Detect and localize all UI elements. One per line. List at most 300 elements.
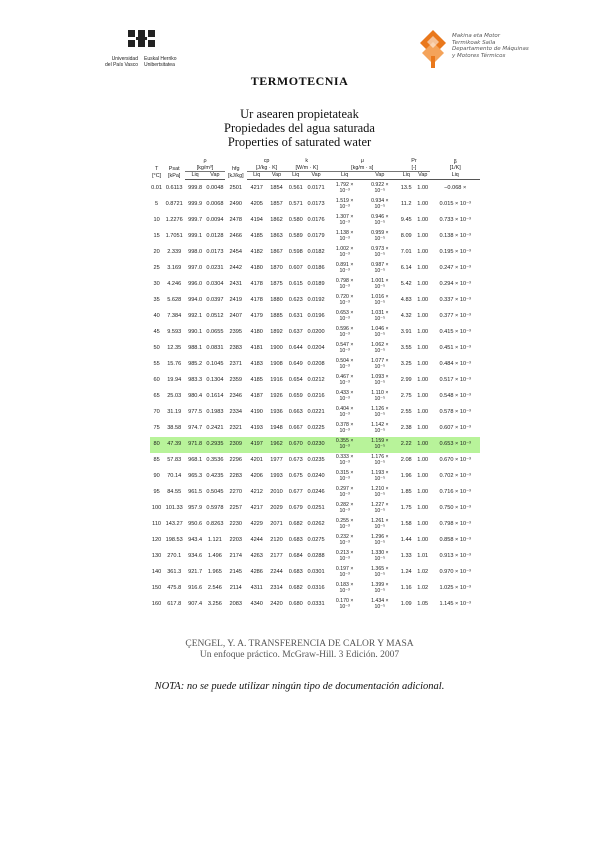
cell-enthalpy: 2395 <box>229 329 242 336</box>
col-enthalpy: hfg [kJ/kg] <box>227 166 244 179</box>
cell-enthalpy: 2230 <box>229 521 242 528</box>
cell-density-vap: 0.0128 <box>206 233 224 240</box>
cell-pressure: 0.8721 <box>165 201 183 208</box>
subcol-vap: Vap <box>362 172 397 180</box>
cell-pr-vap: 1.00 <box>415 437 430 453</box>
cell-beta: 0.484 × 10⁻³ <box>439 361 471 368</box>
cell-k-liq: 0.684 <box>288 553 303 560</box>
cell-beta: 0.451 × 10⁻³ <box>439 345 471 352</box>
cell-beta: 0.970 × 10⁻³ <box>439 569 471 576</box>
cell-pressure: 19.94 <box>167 377 182 384</box>
cell-k-liq: 0.644 <box>288 345 303 352</box>
subcol-vap: Vap <box>305 172 327 180</box>
cell-pressure: 7.384 <box>167 313 182 320</box>
cell-density-liq: 983.3 <box>188 377 203 384</box>
cell-k-vap: 0.0251 <box>307 505 325 512</box>
cell-density-vap: 0.1614 <box>206 393 224 400</box>
cell-beta: 0.548 × 10⁻³ <box>439 393 471 400</box>
cell-mu-liq: 0.282 × 10⁻³ <box>335 501 354 514</box>
cell-mu-liq: 0.183 × 10⁻³ <box>335 581 354 594</box>
cell-pr-liq: 7.01 <box>400 249 412 256</box>
cell-cp-liq: 4178 <box>250 297 263 304</box>
cell-pr-liq: 4.83 <box>400 297 412 304</box>
cell-mu-vap: 1.110 × 10⁻⁵ <box>371 389 389 402</box>
table-row <box>150 485 480 501</box>
cell-temperature: 100 <box>151 505 162 512</box>
cell-pr-vap: 1.00 <box>417 505 429 512</box>
cell-cp-vap: 1870 <box>270 265 283 272</box>
cell-mu-vap: 1.142 × 10⁻⁵ <box>371 421 389 434</box>
cell-mu-vap: 0.946 × 10⁻⁵ <box>371 213 389 226</box>
cell-k-vap: 0.0225 <box>307 425 325 432</box>
upv-emblem-icon <box>125 28 159 52</box>
cell-beta: 0.716 × 10⁻³ <box>439 489 471 496</box>
reference-line-1: ÇENGEL, Y. A. TRANSFERENCIA DE CALOR Y MASA <box>185 639 414 649</box>
cell-k-liq: 0.673 <box>288 457 303 464</box>
cell-mu-liq: 0.404 × 10⁻³ <box>335 405 354 418</box>
cell-cp-liq: 4217 <box>250 505 263 512</box>
cell-pressure: 9.593 <box>167 329 182 336</box>
cell-cp-vap: 2314 <box>270 585 283 592</box>
cell-pr-vap: 1.00 <box>417 473 429 480</box>
cell-mu-liq: 0.504 × 10⁻³ <box>335 357 354 370</box>
cell-temperature: 20 <box>153 249 160 256</box>
cell-temperature: 90 <box>153 473 160 480</box>
bibliographic-reference <box>0 639 599 661</box>
cell-mu-liq: 0.798 × 10⁻³ <box>335 277 354 290</box>
cell-cp-vap: 1863 <box>270 233 283 240</box>
table-row <box>150 581 480 597</box>
cell-mu-liq: 1.519 × 10⁻³ <box>335 197 354 210</box>
cell-enthalpy: 2466 <box>229 233 242 240</box>
cell-pr-vap: 1.00 <box>417 361 429 368</box>
cell-beta: 1.145 × 10⁻³ <box>439 601 471 608</box>
cell-mu-liq: 0.433 × 10⁻³ <box>335 389 354 402</box>
cell-cp-liq: 4217 <box>250 185 263 192</box>
cell-enthalpy: 2270 <box>229 489 242 496</box>
cell-temperature: 55 <box>153 361 160 368</box>
cell-temperature: 130 <box>151 553 162 560</box>
col-expansion: β [1/K] <box>449 158 461 171</box>
cell-mu-vap: 1.001 × 10⁻⁵ <box>371 277 389 290</box>
cell-k-vap: 0.0171 <box>307 185 325 192</box>
cell-temperature: 10 <box>153 217 160 224</box>
cell-pr-vap: 1.00 <box>417 377 429 384</box>
cell-density-vap: 1.121 <box>207 537 222 544</box>
cell-enthalpy: 2501 <box>229 185 242 192</box>
cell-k-liq: 0.623 <box>288 297 303 304</box>
cell-mu-liq: 0.891 × 10⁻³ <box>335 261 354 274</box>
cell-pressure: 4.246 <box>167 281 182 288</box>
cell-density-liq: 961.5 <box>188 489 203 496</box>
col-pressure: Psat [kPa] <box>168 166 181 179</box>
cell-density-liq: 943.4 <box>188 537 203 544</box>
cell-pr-liq: 9.45 <box>400 217 412 224</box>
cell-density-vap: 0.3536 <box>206 457 224 464</box>
table-row <box>150 245 480 261</box>
cell-mu-liq: 1.307 × 10⁻³ <box>335 213 354 226</box>
cell-mu-liq: 0.355 × 10⁻³ <box>327 437 362 453</box>
cell-mu-liq: 0.378 × 10⁻³ <box>335 421 354 434</box>
cell-temperature: 120 <box>151 537 162 544</box>
cell-enthalpy: 2431 <box>229 281 242 288</box>
table-row <box>150 197 480 213</box>
cell-enthalpy: 2359 <box>229 377 242 384</box>
cell-density-vap: 2.546 <box>207 585 222 592</box>
cell-density-vap: 0.0304 <box>206 281 224 288</box>
cell-cp-liq: 4206 <box>250 473 263 480</box>
cell-cp-vap: 1962 <box>267 437 287 453</box>
cell-pressure: 84.55 <box>167 489 182 496</box>
cell-mu-liq: 0.333 × 10⁻³ <box>335 453 354 466</box>
cell-density-vap: 0.5978 <box>206 505 224 512</box>
cell-pr-vap: 1.02 <box>417 569 429 576</box>
cell-cp-liq: 4286 <box>250 569 263 576</box>
cell-cp-liq: 4179 <box>250 313 263 320</box>
cell-enthalpy: 2321 <box>229 425 242 432</box>
cell-temperature: 50 <box>153 345 160 352</box>
table-row <box>150 469 480 485</box>
cell-pr-liq: 1.44 <box>400 537 412 544</box>
cell-density-vap: 0.0068 <box>206 201 224 208</box>
cell-pr-vap: 1.00 <box>417 537 429 544</box>
table-row <box>150 341 480 357</box>
exam-note: NOTA: no se puede utilizar ningún tipo de documentación adicional. <box>154 681 445 692</box>
cell-pr-vap: 1.00 <box>417 329 429 336</box>
cell-beta: −0.068 × <box>444 185 467 192</box>
cell-pr-vap: 1.01 <box>417 553 429 560</box>
cell-enthalpy: 2490 <box>229 201 242 208</box>
subcol-liq: Liq <box>430 172 480 180</box>
cell-k-liq: 0.659 <box>288 393 303 400</box>
cell-mu-vap: 1.193 × 10⁻⁵ <box>371 469 389 482</box>
cell-pr-vap: 1.00 <box>417 409 429 416</box>
cell-enthalpy: 2407 <box>229 313 242 320</box>
cell-density-vap: 0.0173 <box>206 249 224 256</box>
cell-cp-liq: 4185 <box>250 377 263 384</box>
cell-beta: 0.015 × 10⁻³ <box>439 201 471 208</box>
cell-temperature: 75 <box>153 425 160 432</box>
cell-k-vap: 0.0331 <box>307 601 325 608</box>
cell-density-liq: 988.1 <box>188 345 203 352</box>
cell-temperature: 160 <box>151 601 162 608</box>
cell-pr-liq: 1.24 <box>400 569 412 576</box>
cell-mu-liq: 0.720 × 10⁻³ <box>335 293 354 306</box>
cell-pr-liq: 3.91 <box>400 329 412 336</box>
cell-temperature: 5 <box>155 201 159 208</box>
cell-beta: 0.138 × 10⁻³ <box>439 233 471 240</box>
table-row <box>150 565 480 581</box>
cell-density-liq: 990.1 <box>188 329 203 336</box>
cell-k-vap: 0.0192 <box>307 297 325 304</box>
cell-density-vap: 0.0231 <box>206 265 224 272</box>
cell-pr-liq: 3.55 <box>400 345 412 352</box>
department-name: Makina eta Motor Termikoak Saila Departamento de Máquinas y Motores Térmicos <box>452 33 529 59</box>
cell-pr-liq: 2.08 <box>400 457 412 464</box>
cell-beta: 0.858 × 10⁻³ <box>439 537 471 544</box>
table-row <box>150 213 480 229</box>
col-temperature: T [°C] <box>152 166 162 179</box>
cell-k-vap: 0.0230 <box>305 437 327 453</box>
subcol-liq: Liq <box>185 172 205 180</box>
cell-temperature: 95 <box>153 489 160 496</box>
cell-pressure: 198.53 <box>165 537 183 544</box>
cell-pr-liq: 2.22 <box>397 437 415 453</box>
cell-cp-vap: 1977 <box>270 457 283 464</box>
cell-density-liq: 999.7 <box>188 217 203 224</box>
table-row <box>150 357 480 373</box>
cell-density-liq: 921.7 <box>188 569 203 576</box>
cell-beta: 0.195 × 10⁻³ <box>439 249 471 256</box>
col-density: ρ [kg/m³] <box>185 157 225 172</box>
cell-beta: 0.913 × 10⁻³ <box>439 553 471 560</box>
cell-mu-vap: 1.077 × 10⁻⁵ <box>371 357 389 370</box>
cell-density-vap: 1.496 <box>207 553 222 560</box>
cell-k-liq: 0.663 <box>288 409 303 416</box>
cell-mu-liq: 0.197 × 10⁻³ <box>335 565 354 578</box>
cell-mu-vap: 1.261 × 10⁻⁵ <box>371 517 389 530</box>
cell-cp-liq: 4340 <box>250 601 263 608</box>
cell-enthalpy: 2114 <box>229 585 242 592</box>
cell-pressure: 361.3 <box>167 569 182 576</box>
subcol-liq: Liq <box>397 172 415 180</box>
cell-cp-liq: 4193 <box>250 425 263 432</box>
cell-mu-vap: 1.062 × 10⁻⁵ <box>371 341 389 354</box>
col-viscosity: μ [kg/m · s] <box>327 157 397 172</box>
table-row <box>150 501 480 517</box>
subcol-liq: Liq <box>247 172 267 180</box>
cell-pr-vap: 1.00 <box>417 281 429 288</box>
cell-density-liq: 985.2 <box>188 361 203 368</box>
cell-k-liq: 0.607 <box>288 265 303 272</box>
cell-density-vap: 0.1983 <box>206 409 224 416</box>
cell-pr-liq: 5.42 <box>400 281 412 288</box>
cell-temperature: 110 <box>152 521 162 528</box>
cell-temperature: 80 <box>150 437 163 453</box>
cell-density-vap: 0.4235 <box>206 473 224 480</box>
cell-cp-vap: 1857 <box>270 201 283 208</box>
cell-pr-liq: 2.55 <box>400 409 412 416</box>
cell-pressure: 70.14 <box>167 473 182 480</box>
cell-enthalpy: 2383 <box>229 345 242 352</box>
cell-pr-liq: 2.99 <box>400 377 412 384</box>
cell-beta: 0.607 × 10⁻³ <box>439 425 471 432</box>
cell-mu-vap: 1.227 × 10⁻⁵ <box>371 501 389 514</box>
cell-cp-vap: 1892 <box>270 329 283 336</box>
cell-cp-liq: 4201 <box>250 457 263 464</box>
cell-pressure: 101.33 <box>165 505 183 512</box>
cell-k-vap: 0.0316 <box>307 585 325 592</box>
cell-temperature: 85 <box>153 457 160 464</box>
cell-enthalpy: 2174 <box>229 553 242 560</box>
cell-mu-liq: 0.547 × 10⁻³ <box>335 341 354 354</box>
cell-mu-liq: 1.002 × 10⁻³ <box>335 245 354 258</box>
cell-pressure: 5.628 <box>167 297 182 304</box>
cell-enthalpy: 2334 <box>229 409 242 416</box>
table-titles <box>0 107 599 149</box>
cell-enthalpy: 2203 <box>229 537 242 544</box>
cell-cp-vap: 2244 <box>270 569 283 576</box>
cell-mu-vap: 1.046 × 10⁻⁵ <box>371 325 389 338</box>
cell-k-vap: 0.0173 <box>307 201 325 208</box>
cell-cp-vap: 1916 <box>270 377 283 384</box>
cell-k-liq: 0.654 <box>288 377 303 384</box>
cell-pr-liq: 1.58 <box>400 521 412 528</box>
cell-beta: 0.377 × 10⁻³ <box>439 313 471 320</box>
cell-mu-vap: 1.330 × 10⁻⁵ <box>371 549 389 562</box>
cell-k-vap: 0.0196 <box>307 313 325 320</box>
cell-density-liq: 965.3 <box>188 473 203 480</box>
cell-pr-vap: 1.00 <box>417 185 429 192</box>
cell-beta: 0.702 × 10⁻³ <box>439 473 471 480</box>
cell-k-vap: 0.0182 <box>307 249 325 256</box>
cell-density-vap: 0.2935 <box>205 437 225 453</box>
cell-pr-liq: 1.85 <box>400 489 412 496</box>
table-row <box>150 309 480 325</box>
cell-enthalpy: 2478 <box>229 217 242 224</box>
cell-cp-vap: 1948 <box>270 425 283 432</box>
cell-beta: 0.653 × 10⁻³ <box>430 437 480 453</box>
cell-mu-vap: 1.159 × 10⁻⁵ <box>362 437 397 453</box>
cell-pr-vap: 1.00 <box>417 425 429 432</box>
cell-k-vap: 0.0275 <box>307 537 325 544</box>
cell-pressure: 143.27 <box>165 521 183 528</box>
cell-cp-liq: 4181 <box>250 345 263 352</box>
cell-pr-liq: 1.33 <box>400 553 412 560</box>
cell-enthalpy: 2442 <box>229 265 242 272</box>
cell-mu-vap: 1.093 × 10⁻⁵ <box>371 373 389 386</box>
cell-pressure: 12.35 <box>167 345 182 352</box>
cell-k-liq: 0.667 <box>288 425 303 432</box>
cell-mu-liq: 0.315 × 10⁻³ <box>335 469 354 482</box>
cell-k-vap: 0.0235 <box>307 457 325 464</box>
cell-pr-vap: 1.00 <box>417 201 429 208</box>
table-row <box>150 421 480 437</box>
cell-pressure: 617.8 <box>167 601 182 608</box>
table-row-highlighted <box>150 437 480 453</box>
cell-k-liq: 0.683 <box>288 537 303 544</box>
cell-pressure: 475.8 <box>167 585 182 592</box>
cell-density-vap: 0.0094 <box>206 217 224 224</box>
cell-k-vap: 0.0301 <box>307 569 325 576</box>
cell-density-liq: 974.7 <box>188 425 203 432</box>
cell-density-vap: 0.8263 <box>206 521 224 528</box>
cell-pr-vap: 1.00 <box>417 265 429 272</box>
cell-mu-liq: 0.170 × 10⁻³ <box>335 597 354 610</box>
cell-mu-vap: 1.031 × 10⁻⁵ <box>371 309 389 322</box>
cell-density-liq: 997.0 <box>188 265 203 272</box>
cell-pr-liq: 2.38 <box>400 425 412 432</box>
table-title-basque: Ur asearen propietateak <box>240 107 359 121</box>
cell-enthalpy: 2419 <box>229 297 242 304</box>
cell-mu-vap: 1.126 × 10⁻⁵ <box>371 405 389 418</box>
department-emblem-icon <box>418 28 448 70</box>
cell-mu-vap: 1.210 × 10⁻⁵ <box>371 485 389 498</box>
cell-pr-vap: 1.00 <box>417 393 429 400</box>
cell-cp-liq: 4263 <box>250 553 263 560</box>
cell-density-liq: 998.0 <box>188 249 203 256</box>
cell-cp-vap: 2029 <box>270 505 283 512</box>
cell-cp-liq: 4311 <box>250 585 263 592</box>
cell-k-vap: 0.0176 <box>307 217 325 224</box>
cell-cp-liq: 4183 <box>250 361 263 368</box>
cell-pressure: 57.83 <box>167 457 182 464</box>
cell-mu-vap: 1.399 × 10⁻⁵ <box>371 581 389 594</box>
cell-mu-liq: 0.255 × 10⁻³ <box>335 517 354 530</box>
cell-k-vap: 0.0262 <box>307 521 325 528</box>
cell-cp-vap: 2177 <box>270 553 283 560</box>
cell-pr-vap: 1.00 <box>417 345 429 352</box>
cell-k-liq: 0.682 <box>288 521 303 528</box>
cell-k-vap: 0.0186 <box>307 265 325 272</box>
table-row <box>150 597 480 613</box>
cell-pr-liq: 1.96 <box>400 473 412 480</box>
cell-enthalpy: 2283 <box>229 473 242 480</box>
cell-beta: 0.337 × 10⁻³ <box>439 297 471 304</box>
table-row <box>150 261 480 277</box>
cell-density-liq: 999.9 <box>188 201 203 208</box>
cell-cp-liq: 4178 <box>250 281 263 288</box>
col-prandtl: Pr [-] <box>397 157 430 172</box>
cell-density-vap: 0.1304 <box>206 377 224 384</box>
cell-k-vap: 0.0179 <box>307 233 325 240</box>
cell-enthalpy: 2296 <box>229 457 242 464</box>
cell-beta: 0.415 × 10⁻³ <box>439 329 471 336</box>
cell-k-liq: 0.571 <box>288 201 303 208</box>
cell-pressure: 3.169 <box>167 265 182 272</box>
cell-cp-liq: 4187 <box>250 393 263 400</box>
upv-spanish-name: Universidad del País Vasco <box>105 56 138 68</box>
cell-density-liq: 999.8 <box>188 185 203 192</box>
table-row <box>150 179 480 197</box>
cell-pr-vap: 1.00 <box>417 313 429 320</box>
cell-mu-liq: 0.467 × 10⁻³ <box>335 373 354 386</box>
cell-pressure: 25.03 <box>167 393 182 400</box>
cell-k-liq: 0.670 <box>286 437 305 453</box>
cell-cp-vap: 1936 <box>270 409 283 416</box>
cell-density-liq: 950.6 <box>188 521 203 528</box>
cell-k-vap: 0.0204 <box>307 345 325 352</box>
cell-k-liq: 0.675 <box>288 473 303 480</box>
cell-cp-liq: 4205 <box>250 201 263 208</box>
cell-density-liq: 977.5 <box>188 409 203 416</box>
cell-k-liq: 0.679 <box>288 505 303 512</box>
cell-temperature: 35 <box>153 297 160 304</box>
cell-k-vap: 0.0200 <box>307 329 325 336</box>
cell-temperature: 40 <box>153 313 160 320</box>
cell-k-vap: 0.0216 <box>307 393 325 400</box>
cell-beta: 0.294 × 10⁻³ <box>439 281 471 288</box>
cell-density-vap: 0.5045 <box>206 489 224 496</box>
cell-density-liq: 992.1 <box>188 313 203 320</box>
cell-k-liq: 0.683 <box>288 569 303 576</box>
cell-pressure: 270.1 <box>167 553 182 560</box>
cell-cp-vap: 1926 <box>270 393 283 400</box>
cell-temperature: 140 <box>151 569 162 576</box>
cell-density-vap: 0.0655 <box>206 329 224 336</box>
cell-pr-liq: 1.16 <box>400 585 412 592</box>
cell-mu-liq: 0.596 × 10⁻³ <box>335 325 354 338</box>
cell-k-liq: 0.682 <box>288 585 303 592</box>
cell-cp-vap: 2420 <box>270 601 283 608</box>
cell-enthalpy: 2083 <box>229 601 242 608</box>
subcol-vap: Vap <box>267 172 287 180</box>
saturated-water-table <box>150 157 480 613</box>
cell-density-vap: 0.1045 <box>206 361 224 368</box>
cell-mu-vap: 0.922 × 10⁻⁵ <box>371 181 389 194</box>
cell-pr-vap: 1.00 <box>417 233 429 240</box>
cell-density-liq: 957.9 <box>188 505 203 512</box>
